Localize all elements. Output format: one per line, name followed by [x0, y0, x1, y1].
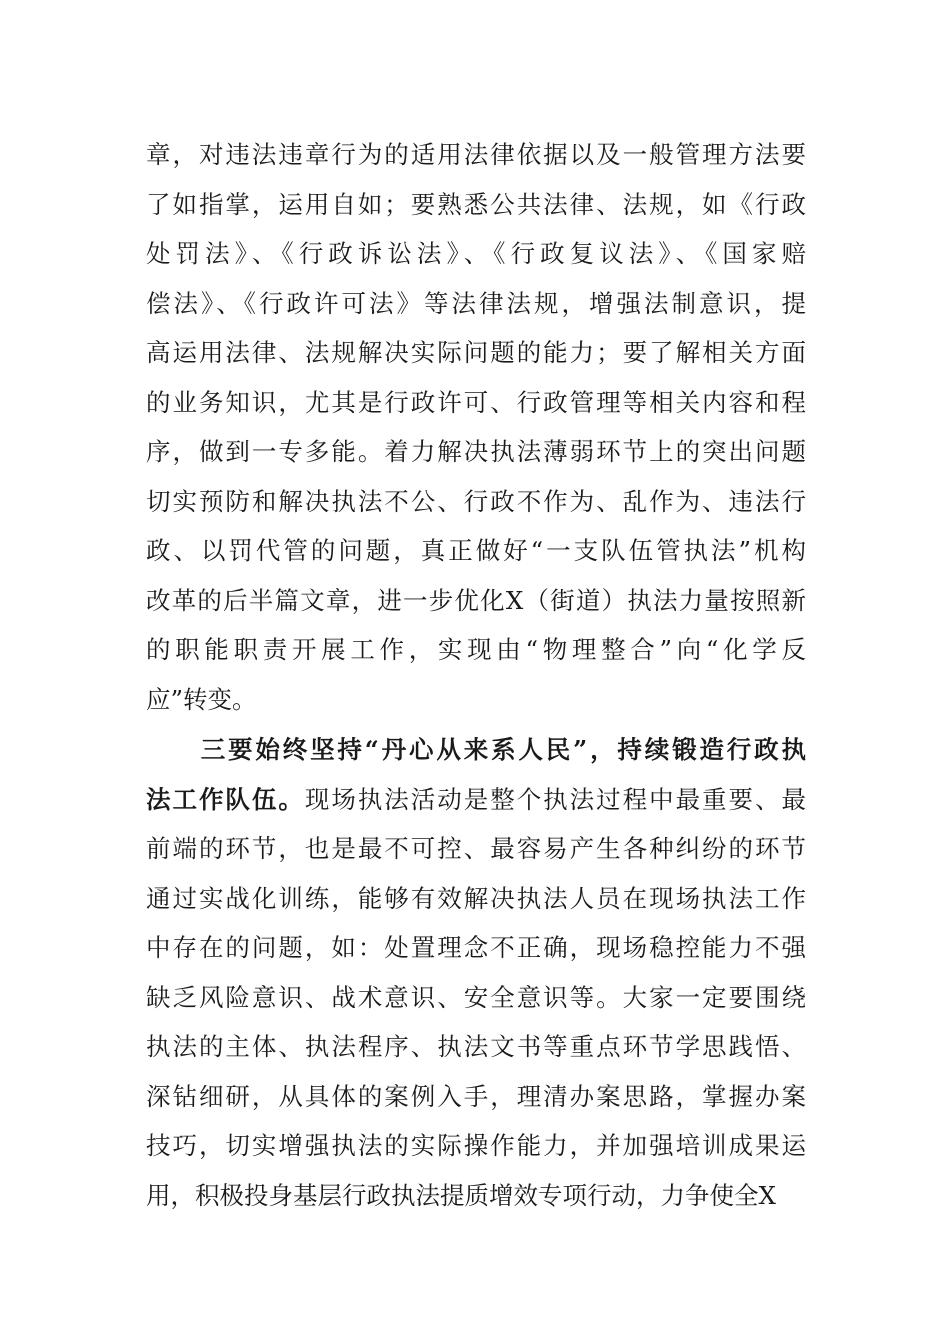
- text-line: [146, 576, 806, 626]
- text-line: [146, 625, 806, 675]
- body-text: 高运用法律、法规解决实际问题的能力；要了解相关方面: [146, 338, 806, 367]
- body-text: 应”转变。: [146, 684, 257, 714]
- body-text: 章，对违法违章行为的适用法律依据以及一般管理方法要: [146, 140, 806, 169]
- body-text: 执法的主体、执法程序、执法文书等重点环节学思践悟、: [146, 1032, 806, 1061]
- text-line: [146, 229, 806, 279]
- text-line: [146, 1022, 806, 1072]
- text-line: [146, 923, 806, 973]
- body-text: 的职能职责开展工作，实现由“物理整合”向“化学反: [146, 635, 806, 664]
- text-line: [146, 973, 806, 1023]
- body-text: 切实预防和解决执法不公、行政不作为、乱作为、违法行: [146, 486, 806, 516]
- text-line: [146, 1072, 806, 1122]
- bold-heading-text: 法工作队伍。: [146, 784, 305, 814]
- body-text: 偿法》、《行政许可法》等法律法规，增强法制意识，提: [146, 288, 806, 318]
- text-line: [146, 279, 806, 329]
- body-text: 中存在的问题，如：处置理念不正确，现场稳控能力不强: [146, 933, 806, 962]
- text-line: [146, 427, 806, 477]
- text-line: [146, 1121, 806, 1171]
- body-text: 技巧，切实增强执法的实际操作能力，并加强培训成果运: [146, 1131, 806, 1160]
- text-line: [146, 824, 806, 874]
- body-text: 序，做到一专多能。着力解决执法薄弱环节上的突出问题: [146, 437, 806, 466]
- text-line: [146, 874, 806, 924]
- body-text: 缺乏风险意识、战术意识、安全意识等。大家一定要围绕: [146, 982, 806, 1012]
- body-text: 的业务知识，尤其是行政许可、行政管理等相关内容和程: [146, 387, 806, 417]
- text-line: [146, 477, 806, 527]
- body-text: 深钻细研，从具体的案例入手，理清办案思路，掌握办案: [146, 1081, 806, 1111]
- text-line: [146, 775, 806, 825]
- text-line: [146, 675, 806, 725]
- body-text: 了如指掌，运用自如；要熟悉公共法律、法规，如《行政: [146, 189, 806, 219]
- text-line: [146, 526, 806, 576]
- body-text: 现场执法活动是整个执法过程中最重要、最: [304, 784, 806, 814]
- bold-heading-text: 三要始终坚持“丹心从来系人民”，持续锻造行政执: [146, 735, 806, 764]
- body-text: 改革的后半篇文章，进一步优化X（街道）执法力量按照新: [146, 585, 806, 615]
- text-line: [146, 1171, 806, 1221]
- text-line: [146, 328, 806, 378]
- body-text: 处罚法》、《行政诉讼法》、《行政复议法》、《国家赔: [146, 239, 806, 268]
- body-text: 用，积极投身基层行政执法提质增效专项行动，力争使全X: [146, 1180, 776, 1210]
- body-text: 前端的环节，也是最不可控、最容易产生各种纠纷的环节: [146, 834, 806, 863]
- paragraph-2: [146, 725, 806, 1220]
- paragraph-1: [146, 130, 806, 724]
- text-line: [146, 725, 806, 775]
- text-line: [146, 378, 806, 428]
- body-text: 通过实战化训练，能够有效解决执法人员在现场执法工作: [146, 883, 806, 913]
- text-line: [146, 180, 806, 230]
- body-text: 政、以罚代管的问题，真正做好“一支队伍管执法”机构: [146, 536, 806, 565]
- text-line: [146, 130, 806, 180]
